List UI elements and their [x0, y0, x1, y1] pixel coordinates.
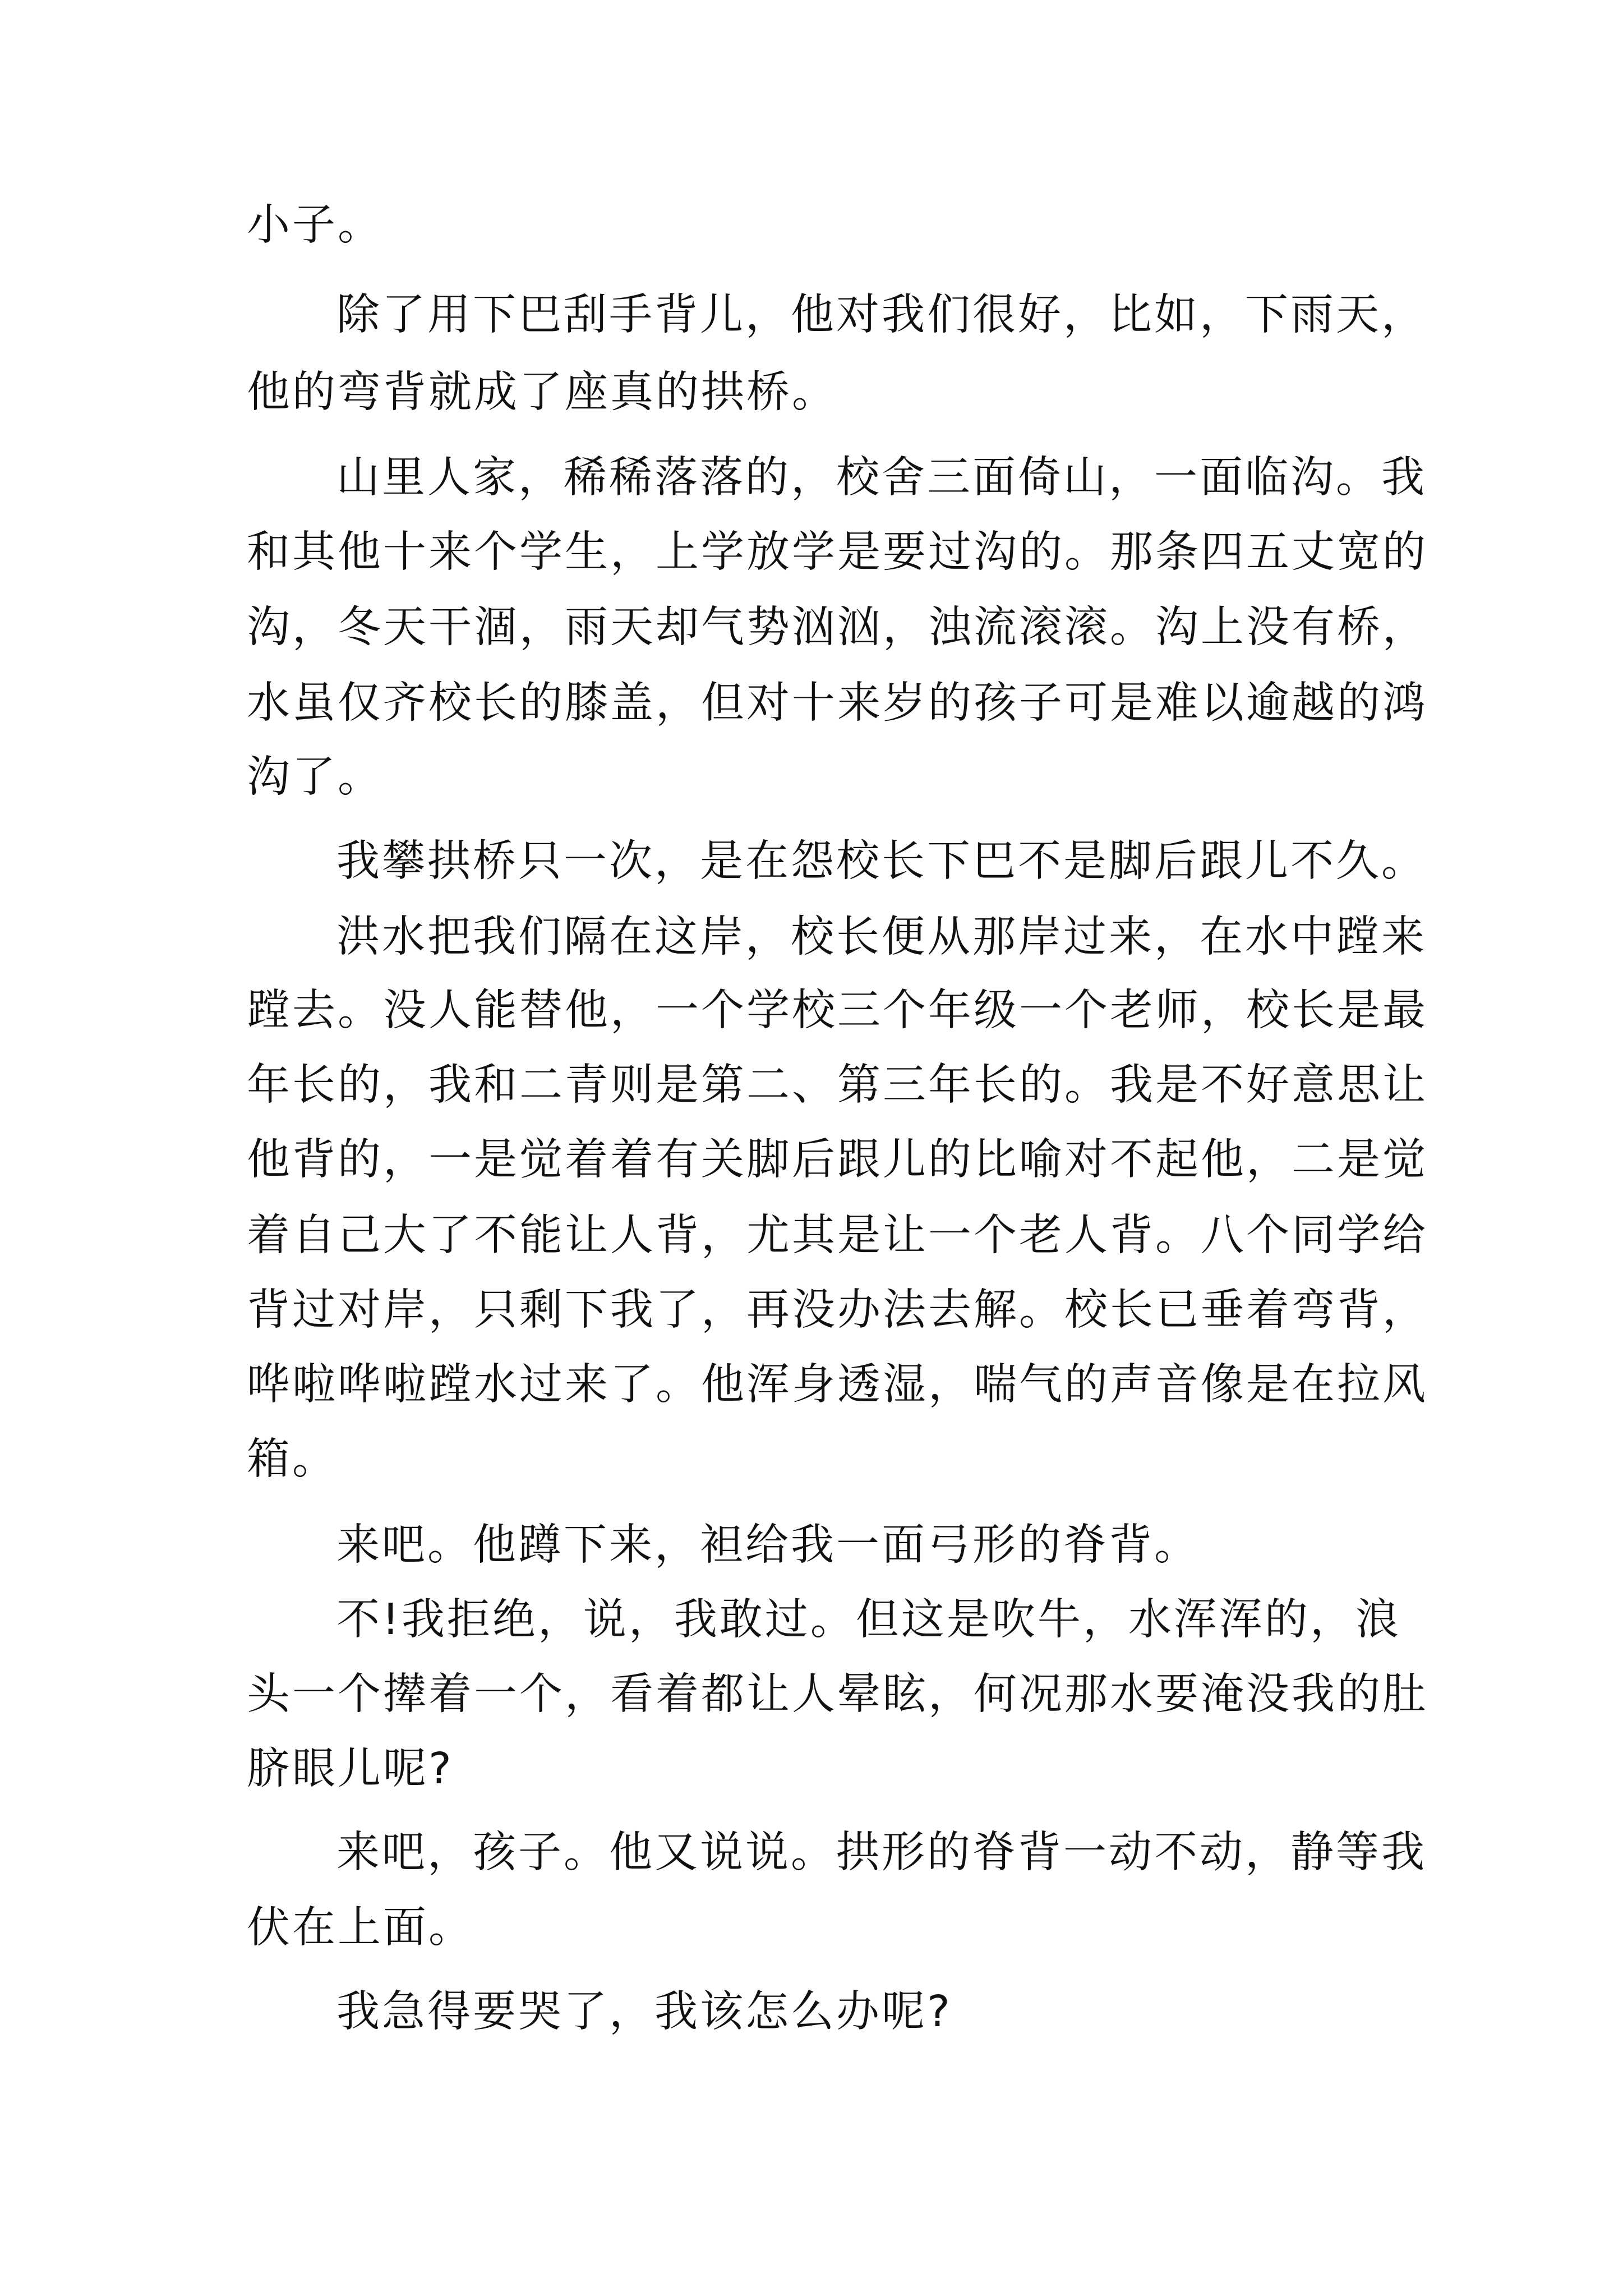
text-line: 山里人家，稀稀落落的，校舍三面倚山，一面临沟。我: [336, 453, 1427, 503]
text-line: 沟了。: [247, 752, 383, 802]
text-line: 除了用下巴刮手背儿，他对我们很好，比如，下雨天，: [336, 290, 1427, 340]
text-line: 和其他十来个学生，上学放学是要过沟的。那条四五丈宽的: [247, 527, 1428, 577]
text-line: 小子。: [247, 200, 383, 250]
text-line: 水虽仅齐校长的膝盖，但对十来岁的孩子可是难以逾越的鸿: [247, 678, 1428, 728]
text-line: 背过对岸，只剩下我了，再没办法去解。校长已垂着弯背，: [247, 1285, 1428, 1335]
text-line: 他的弯背就成了座真的拱桥。: [247, 367, 837, 417]
text-line: 来吧，孩子。他又说说。拱形的脊背一动不动，静等我: [336, 1828, 1427, 1878]
text-line: 我攀拱桥只一次，是在怨校长下巴不是脚后跟儿不久。: [336, 836, 1427, 886]
text-line: 哗啦哗啦蹚水过来了。他浑身透湿，喘气的声音像是在拉风: [247, 1360, 1428, 1410]
text-line: 来吧。他蹲下来，袒给我一面弓形的脊背。: [336, 1520, 1200, 1570]
text-line: 我急得要哭了，我该怎么办呢?: [336, 1987, 952, 2037]
text-line: 伏在上面。: [247, 1903, 474, 1953]
text-line: 洪水把我们隔在这岸，校长便从那岸过来，在水中蹚来: [336, 912, 1427, 962]
text-line: 他背的，一是觉着着有关脚后跟儿的比喻对不起他，二是觉: [247, 1135, 1428, 1185]
text-line: 年长的，我和二青则是第二、第三年长的。我是不好意思让: [247, 1060, 1428, 1110]
text-line: 头一个撵着一个，看着都让人晕眩，何况那水要淹没我的肚: [247, 1669, 1428, 1719]
text-line: 不!我拒绝，说，我敢过。但这是吹牛，水浑浑的，浪: [336, 1595, 1401, 1645]
text-line: 箱。: [247, 1434, 338, 1484]
text-line: 脐眼儿呢?: [247, 1744, 454, 1794]
text-line: 蹚去。没人能替他，一个学校三个年级一个老师，校长是最: [247, 986, 1428, 1036]
text-line: 着自己大了不能让人背，尤其是让一个老人背。八个同学给: [247, 1211, 1428, 1260]
text-line: 沟，冬天干涸，雨天却气势汹汹，浊流滚滚。沟上没有桥，: [247, 602, 1428, 652]
